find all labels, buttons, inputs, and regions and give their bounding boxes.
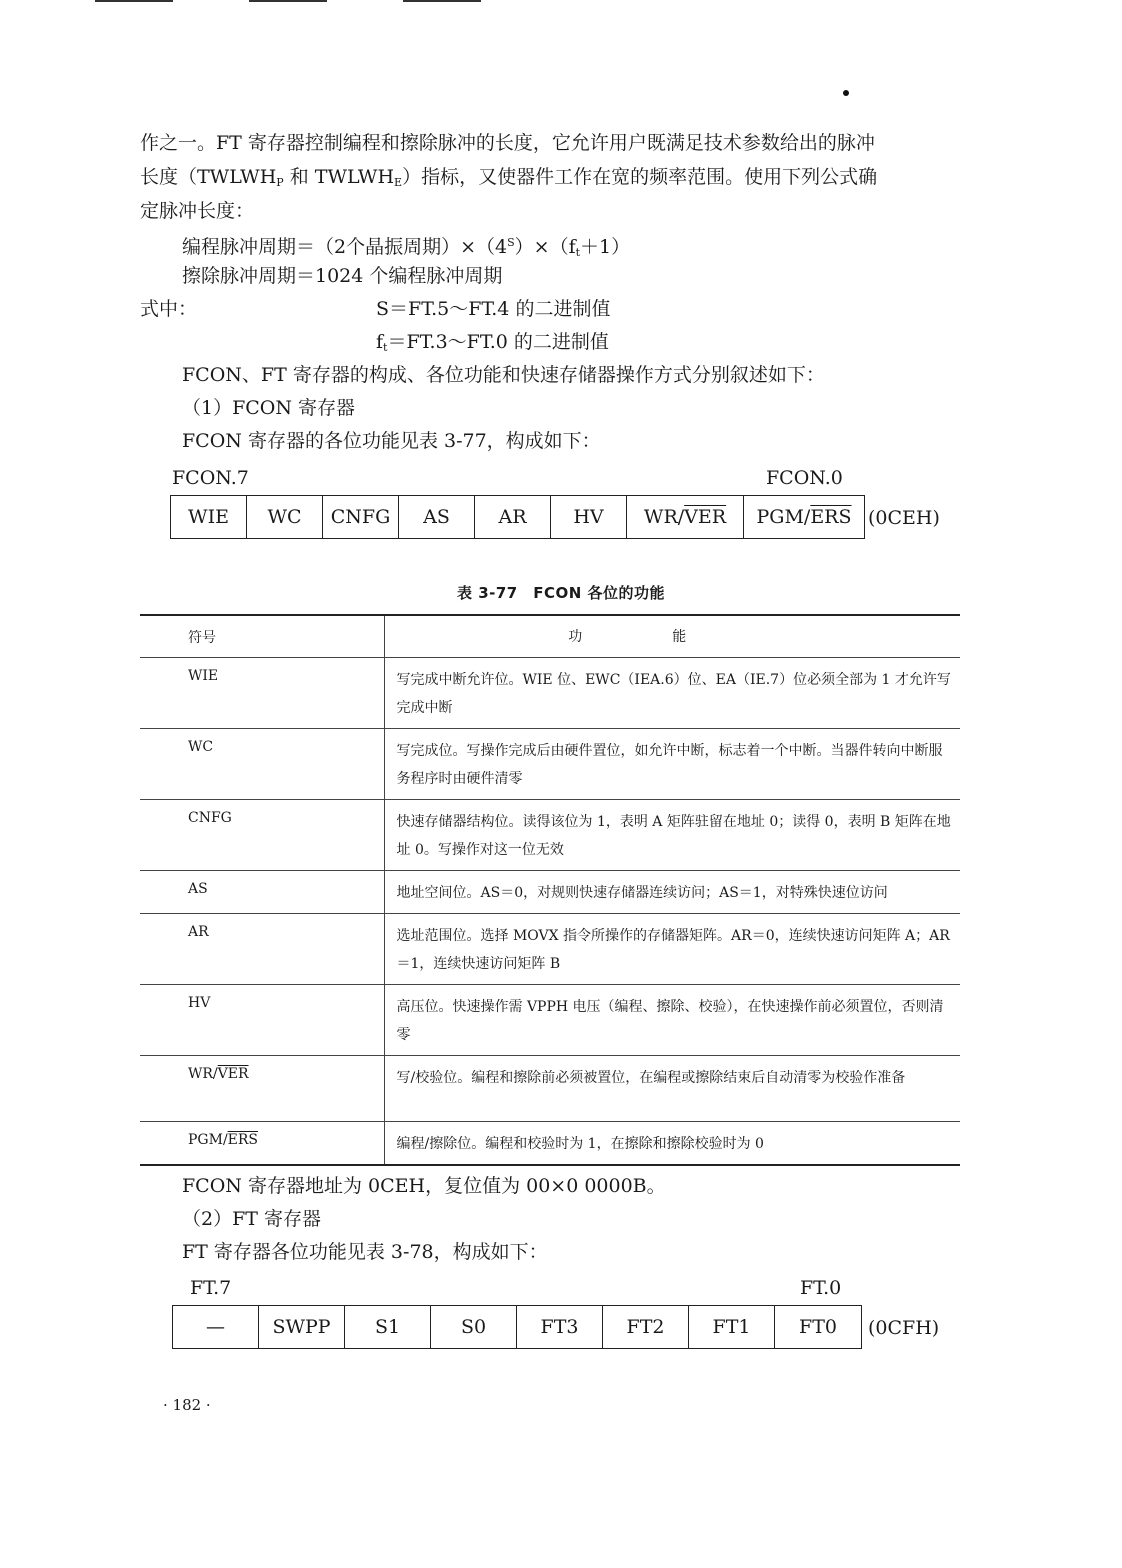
intro-line-1: 作之一。FT 寄存器控制编程和擦除脉冲的长度，它允许用户既满足技术参数给出的脉冲 bbox=[140, 132, 875, 154]
intro-line-3: 定脉冲长度： bbox=[140, 200, 255, 222]
row-desc: 选址范围位。选择 MOVX 指令所操作的存储器矩阵。AR＝0，连续快速访问矩阵 A；AR＝1，连续快速访问矩阵 B bbox=[384, 914, 960, 985]
row-symbol: AR bbox=[140, 914, 384, 985]
row-desc: 写/校验位。编程和擦除前必须被置位，在编程或擦除结束后自动清零为校验作准备 bbox=[384, 1056, 960, 1122]
table-caption: 表 3-77 FCON 各位的功能 bbox=[456, 584, 666, 602]
fcon-bit-cell: WR/ $\overline{VER}$ bbox=[627, 496, 744, 538]
ft-bit-cell: S1 bbox=[345, 1306, 431, 1348]
desc-text: FCON、FT 寄存器的构成、各位功能和快速存储器操作方式分别叙述如下： bbox=[182, 364, 825, 386]
row-symbol: AS bbox=[140, 871, 384, 914]
header-function: 功能 bbox=[384, 615, 960, 658]
table-row bbox=[140, 800, 960, 871]
fcon-function-table bbox=[140, 614, 960, 1166]
table-row bbox=[140, 658, 960, 729]
fcon-register-diagram bbox=[170, 495, 865, 539]
row-desc: 高压位。快速操作需 VPPH 电压（编程、擦除、校验），在快速操作前必须置位，否则清零 bbox=[384, 985, 960, 1056]
page-number: · 182 · bbox=[163, 1396, 211, 1414]
ft-bit-cell: S0 bbox=[431, 1306, 517, 1348]
row-symbol: WIE bbox=[140, 658, 384, 729]
ft-bit-cell: FT2 bbox=[603, 1306, 689, 1348]
ft-lsb-label: FT.0 bbox=[800, 1277, 842, 1299]
table-row bbox=[140, 871, 960, 914]
ft-intro: FT 寄存器各位功能见表 3-78，构成如下： bbox=[182, 1241, 548, 1263]
top-rule bbox=[95, 0, 173, 2]
ft-bit-cell: FT0 bbox=[799, 1316, 837, 1338]
ft-heading: （2）FT 寄存器 bbox=[182, 1208, 321, 1230]
table-row bbox=[140, 1056, 960, 1122]
row-desc: 写完成位。写操作完成后由硬件置位，如允许中断，标志着一个中断。当器件转向中断服务程序时由硬件清零 bbox=[384, 729, 960, 800]
ft-bit-cell: SWPP bbox=[259, 1306, 345, 1348]
fcon-bit-cell: HV bbox=[551, 496, 627, 538]
ft-bit-cell: FT1 bbox=[689, 1306, 775, 1348]
fcon-address: (0CEH) bbox=[868, 507, 940, 529]
top-rule bbox=[249, 0, 327, 2]
fcon-intro: FCON 寄存器的各位功能见表 3-77，构成如下： bbox=[182, 430, 601, 452]
table-row bbox=[140, 729, 960, 800]
ft-msb-label: FT.7 bbox=[190, 1277, 232, 1299]
row-desc: 编程/擦除位。编程和校验时为 1，在擦除和擦除校验时为 0 bbox=[384, 1122, 960, 1166]
fcon-bit-cell: WC bbox=[247, 496, 323, 538]
ft-bit-cell: FT3 bbox=[517, 1306, 603, 1348]
formula-erase: 擦除脉冲周期＝1024 个编程脉冲周期 bbox=[182, 265, 503, 287]
fcon-bit-cell: AS bbox=[399, 496, 475, 538]
fcon-after: FCON 寄存器地址为 0CEH，复位值为 00×0 0000B。 bbox=[182, 1175, 666, 1197]
ft-register-diagram bbox=[172, 1305, 862, 1349]
formula-program: 编程脉冲周期＝（2个晶振周期）$\times(4^S)\times(f_t+1)$ bbox=[182, 236, 631, 259]
row-desc: 写完成中断允许位。WIE 位、EWC（IEA.6）位、EA（IE.7）位必须全部为 1 才允许写完成中断 bbox=[384, 658, 960, 729]
fcon-bit-cell: PGM/ $\overline{ERS}$ bbox=[756, 506, 852, 528]
ft-bit-cell: — bbox=[173, 1306, 259, 1348]
table-header-row bbox=[140, 615, 960, 658]
where-label: 式中： bbox=[140, 298, 198, 320]
fcon-msb-label: FCON.7 bbox=[172, 467, 249, 489]
formula-ft-def: $f_t=FT.3\sim FT.0$ 的二进制值 bbox=[376, 331, 609, 354]
ft-address: (0CFH) bbox=[868, 1317, 940, 1339]
row-symbol: PGM/$\overline{ERS}$ bbox=[140, 1122, 384, 1166]
row-desc: 地址空间位。AS＝0，对规则快速存储器连续访问；AS＝1，对特殊快速位访问 bbox=[384, 871, 960, 914]
mark-dot bbox=[843, 90, 849, 96]
fcon-lsb-label: FCON.0 bbox=[766, 467, 843, 489]
header-symbol: 符号 bbox=[140, 615, 384, 658]
fcon-bit-cell: CNFG bbox=[323, 496, 399, 538]
intro-line-2: 长度（$TWLWH_P$ 和 $TWLWH_E$）指标，又使器件工作在宽的频率范围。使用下列公式确 bbox=[140, 166, 878, 189]
fcon-heading: （1）FCON 寄存器 bbox=[182, 397, 356, 419]
table-row bbox=[140, 1122, 960, 1166]
row-symbol: HV bbox=[140, 985, 384, 1056]
row-symbol: WC bbox=[140, 729, 384, 800]
formula-s-def: S＝FT.5～FT.4 的二进制值 bbox=[376, 298, 611, 320]
top-rule bbox=[403, 0, 481, 2]
table-row bbox=[140, 985, 960, 1056]
row-symbol: CNFG bbox=[140, 800, 384, 871]
fcon-bit-cell: AR bbox=[475, 496, 551, 538]
row-desc: 快速存储器结构位。读得该位为 1，表明 A 矩阵驻留在地址 0；读得 0，表明 B 矩阵在地址 0。写操作对这一位无效 bbox=[384, 800, 960, 871]
fcon-bit-cell: WIE bbox=[171, 496, 247, 538]
row-symbol: $WR/\overline{VER}$ bbox=[140, 1056, 384, 1122]
table-row bbox=[140, 914, 960, 985]
